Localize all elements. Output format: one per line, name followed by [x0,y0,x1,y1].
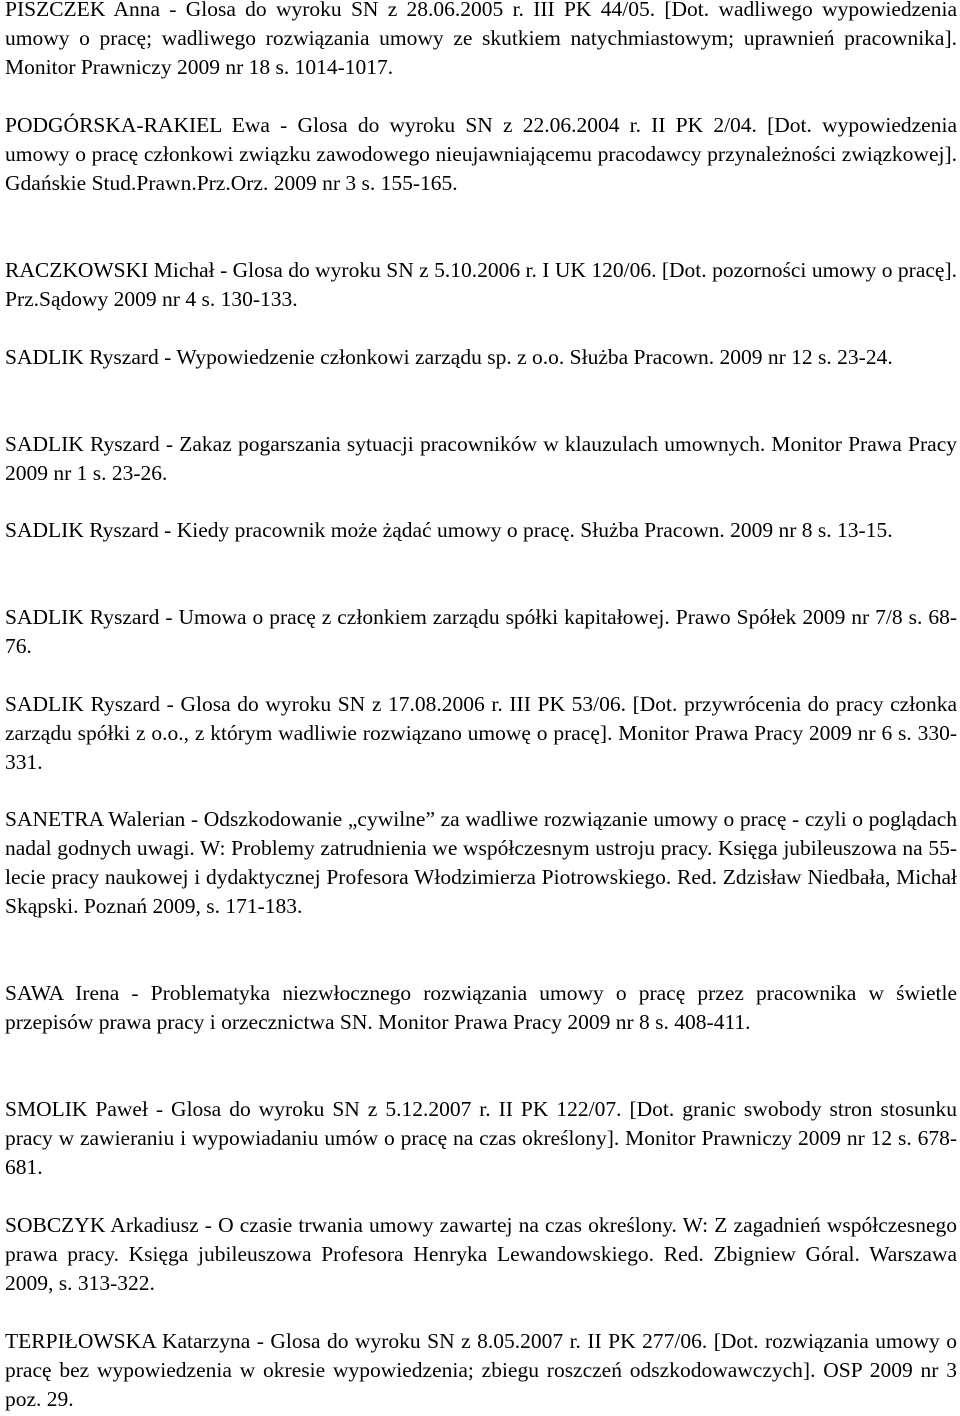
bibliography-entry: TERPIŁOWSKA Katarzyna - Glosa do wyroku SN z 8.05.2007 r. II PK 277/06. [Dot. rozwiązania umowy o pracę bez wypowiedzenia w okresie wypowiedzenia; zbiegu roszczeń odszkodowawczych]. OSP 2009 nr 3 poz. 29. [5,1329,957,1411]
bibliography-entry: RACZKOWSKI Michał - Glosa do wyroku SN z 5.10.2006 r. I UK 120/06. [Dot. pozorności umowy o pracę]. Prz.Sądowy 2009 nr 4 s. 130-133. [5,258,957,311]
bibliography-entry: SADLIK Ryszard - Zakaz pogarszania sytuacji pracowników w klauzulach umownych. Monitor Prawa Pracy 2009 nr 1 s. 23-26. [5,432,957,485]
bibliography-entry: SANETRA Walerian - Odszkodowanie „cywilne” za wadliwe rozwiązanie umowy o pracę - czyli o poglądach nadal godnych uwagi. W: Problemy zatrudnienia we współczesnym ustroju pracy. Księga jubileuszowa na 55-lecie pracy naukowej i dydaktycznej Profesora Włodzimierza Piotrowskiego. Red. Zdzisław Niedbała, Michał Skąpski. Poznań 2009, s. 171-183. [5,807,957,918]
bibliography-entry: SADLIK Ryszard - Kiedy pracownik może żądać umowy o pracę. Służba Pracown. 2009 nr 8 s. 13-15. [5,518,893,542]
bibliography-entry: SOBCZYK Arkadiusz - O czasie trwania umowy zawartej na czas określony. W: Z zagadnień współczesnego prawa pracy. Księga jubileuszowa Profesora Henryka Lewandowskiego. Red. Zbigniew Góral. Warszawa 2009, s. 313-322. [5,1213,957,1295]
bibliography-entry: SADLIK Ryszard - Glosa do wyroku SN z 17.08.2006 r. III PK 53/06. [Dot. przywrócenia do pracy członka zarządu spółki z o.o., z którym wadliwie rozwiązano umowę o pracę]. Monitor Prawa Pracy 2009 nr 6 s. 330-331. [5,692,957,774]
bibliography-entry: SAWA Irena - Problematyka niezwłocznego rozwiązania umowy o pracę przez pracownika w świetle przepisów prawa pracy i orzecznictwa SN. Monitor Prawa Pracy 2009 nr 8 s. 408-411. [5,981,957,1034]
bibliography-entry: PISZCZEK Anna - Glosa do wyroku SN z 28.06.2005 r. III PK 44/05. [Dot. wadliwego wypowiedzenia umowy o pracę; wadliwego rozwiązania umowy ze skutkiem natychmiastowym; uprawnień pracownika]. Monitor Prawniczy 2009 nr 18 s. 1014-1017. [5,0,957,79]
bibliography-entry: SADLIK Ryszard - Wypowiedzenie członkowi zarządu sp. z o.o. Służba Pracown. 2009 nr 12 s. 23-24. [5,345,893,369]
bibliography-entry: PODGÓRSKA-RAKIEL Ewa - Glosa do wyroku SN z 22.06.2004 r. II PK 2/04. [Dot. wypowiedzenia umowy o pracę członkowi związku zawodowego nieujawniającemu pracodawcy przynależności związkowej]. Gdańskie Stud.Prawn.Prz.Orz. 2009 nr 3 s. 155-165. [5,113,957,195]
bibliography-entry: SADLIK Ryszard - Umowa o pracę z członkiem zarządu spółki kapitałowej. Prawo Spółek 2009 nr 7/8 s. 68-76. [5,605,957,658]
bibliography-entry: SMOLIK Paweł - Glosa do wyroku SN z 5.12.2007 r. II PK 122/07. [Dot. granic swobody stron stosunku pracy w zawieraniu i wypowiadaniu umów o pracę na czas określony]. Monitor Prawniczy 2009 nr 12 s. 678-681. [5,1097,957,1179]
